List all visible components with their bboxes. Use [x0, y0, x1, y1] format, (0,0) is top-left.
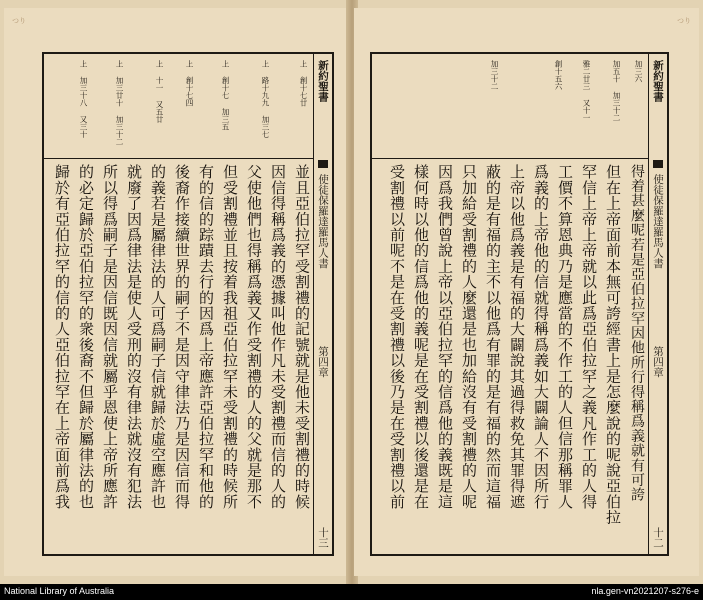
text-column: 但受割禮並且按着我祖亞伯拉罕未受割禮的時候所 [221, 164, 239, 510]
left-page-frame [42, 52, 334, 556]
cross-reference-note: 上 創十七四 [185, 60, 194, 107]
cross-reference-notes [372, 54, 649, 159]
text-column: 只加給受割禮的人麼還是也加給沒有受割禮的人呢 [460, 164, 478, 510]
text-column: 爲義的上帝他的信就得稱爲義如大闢論人不因所行 [532, 164, 550, 510]
text-column: 蔽的是有福的主不以他爲有罪的是有福的然而這福 [484, 164, 502, 510]
cross-reference-note: 上 加三廿十 加三十二 [115, 60, 124, 146]
cross-reference-note: 上 創十七 加三五 [221, 60, 230, 131]
text-column: 上帝以他爲義是有福的大闢說其過得救免其罪得遮 [508, 164, 526, 510]
text-column: 後裔作接續世界的嗣子不是因守律法乃是因信而得 [173, 164, 191, 510]
cross-reference-note: 上 路十九九 加三七 [261, 60, 270, 138]
text-column: 樣何時以他的信爲他的義呢是在受割禮以後還是在 [412, 164, 430, 510]
text-column: 就廢了因爲律法是使人受刑的沒有律法就沒有犯法 [125, 164, 143, 510]
right-page [354, 8, 699, 576]
chapter-title: 使徒保羅達羅馬人書 [652, 174, 664, 269]
library-credit: National Library of Australia [4, 586, 115, 596]
running-head-band [648, 54, 667, 554]
library-footer-bar [0, 584, 703, 600]
cross-reference-note: 雅二廿三 又十一 [582, 60, 591, 122]
text-column: 所以得爲嗣子是因信既因信就屬乎恩使上帝所應許 [101, 164, 119, 510]
cross-reference-note: 上 十一 又五廿 [155, 60, 164, 123]
text-column: 並且亞伯拉罕受割禮的記號就是他未受割禮的時候 [293, 164, 311, 510]
text-column: 工價不算恩典乃是應當的不作工的人但信那稱罪人 [556, 164, 574, 510]
text-column: 因信得稱爲義的憑據叫他作凡未受割禮而信的人的 [269, 164, 287, 510]
running-title: 新約聖書 [317, 60, 329, 102]
text-column: 罕信上帝上帝就以此爲亞伯拉罕之義凡作工的人得 [580, 164, 598, 510]
item-identifier: nla.gen-vn2021207-s276-e [591, 586, 699, 596]
chapter-number: 第四章 [652, 346, 664, 378]
page-number: 十三 [317, 527, 329, 548]
ornament-mark [653, 160, 663, 168]
text-column: 父使他們也得稱爲義又作受割禮的人的父就是那不 [245, 164, 263, 510]
text-column: 的義若是屬律法的人可爲嗣子信就歸於虛空應許也 [149, 164, 167, 510]
text-column: 的必定歸於亞伯拉罕的衆後裔不但歸於屬律法的也 [77, 164, 95, 510]
margin-mark: つり [677, 17, 691, 25]
cross-reference-note: 創十五六 [554, 60, 563, 90]
running-head-band [313, 54, 332, 554]
margin-mark: つり [12, 17, 26, 25]
right-page-frame [370, 52, 669, 556]
cross-reference-note: 加五十 加三十二 [612, 60, 621, 122]
ornament-mark [318, 160, 328, 168]
cross-reference-note: 上 創十七廿 [299, 60, 308, 107]
text-column: 受割禮以前呢不是在受割禮以後乃是在受割禮以前 [388, 164, 406, 510]
cross-reference-note: 加三六 [634, 60, 643, 83]
left-page [4, 8, 349, 576]
text-column: 因爲我們曾說上帝以亞伯拉罕的信爲他的義既是這 [436, 164, 454, 510]
chapter-number: 第四章 [317, 346, 329, 378]
verse-text-area [372, 158, 649, 554]
text-column: 有的信的踪蹟去行的因爲上帝應許亞伯拉罕和他的 [197, 164, 215, 510]
text-column: 歸於有亞伯拉罕的信的人亞伯拉罕在上帝面前爲我 [53, 164, 71, 510]
chapter-title: 使徒保羅達羅馬人書 [317, 174, 329, 269]
cross-reference-note: 上 加三十八 又三十 [79, 60, 88, 138]
text-column: 得着甚麼呢若是亞伯拉罕因他所行得稱爲義就有可誇 [629, 164, 645, 503]
page-number: 十二 [652, 527, 664, 548]
cross-reference-note: 加三十二 [490, 60, 499, 90]
running-title: 新約聖書 [652, 60, 664, 102]
text-column: 但在上帝面前本無可誇經書上是怎麼說的呢說亞伯拉 [604, 164, 622, 526]
verse-text-area [44, 158, 314, 554]
cross-reference-notes [44, 54, 314, 159]
